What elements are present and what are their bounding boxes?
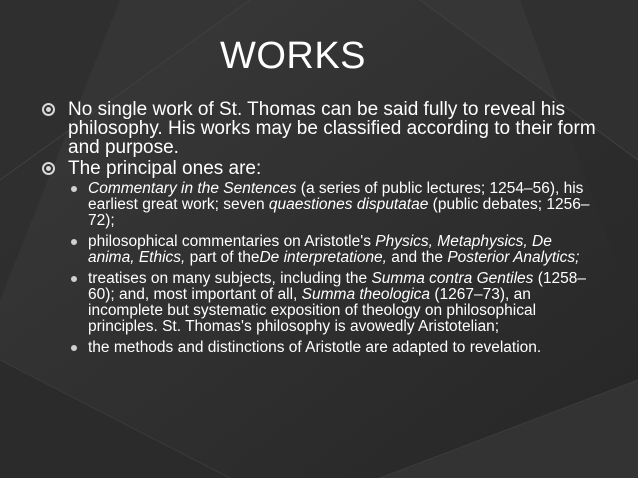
sub-bullet-list [68, 181, 598, 356]
work-title: Summa contra Gentiles [371, 270, 534, 287]
work-title: Posterior Analytics; [447, 249, 580, 266]
work-title: quaestiones disputatae [268, 196, 429, 213]
bullet-text: The principal ones are: [68, 158, 262, 179]
sub-text: (a series of public lectures; 1254–56), his earliest great work; seven [88, 180, 584, 213]
sub-bullet-item [68, 234, 598, 266]
sub-bullet-item [68, 271, 598, 335]
bullet-item [42, 100, 598, 157]
slide-content [42, 100, 598, 361]
work-title: Physics, Metaphysics, De anima, Ethics, [88, 233, 552, 266]
dot-bullet-icon [71, 186, 77, 192]
dot-bullet-icon [71, 239, 77, 245]
sub-text: (public debates; 1256–72); [88, 196, 590, 229]
dot-bullet-icon [71, 276, 77, 282]
work-title: De interpretatione, [259, 249, 387, 266]
work-title: Summa theologica [301, 286, 431, 303]
work-title: Commentary in the Sentences [88, 180, 297, 197]
sub-bullet-item [68, 340, 598, 356]
sub-text: (1267–73), an incomplete but systematic exposition of theology on philosophical principles. St. Thomas's philosophy is avowedly Aristotelian; [88, 286, 537, 335]
sub-text: and the [387, 249, 448, 266]
ring-bullet-icon [42, 162, 55, 175]
sub-text: philosophical commentaries on Aristotle's [88, 233, 376, 250]
sub-text: part of the [185, 249, 260, 266]
sub-text: (1258–60); and, most important of all, [88, 270, 587, 303]
bullet-item [42, 159, 598, 178]
bullet-text: No single work of St. Thomas can be said fully to reveal his philosophy. His works may be classified according to their form and purpose. [68, 99, 596, 158]
sub-text: treatises on many subjects, including the [88, 270, 372, 287]
sub-bullet-item [68, 181, 598, 229]
dot-bullet-icon [71, 345, 77, 351]
sub-text: the methods and distinctions of Aristotle are adapted to revelation. [88, 339, 542, 356]
slide-title: WORKS [219, 35, 367, 77]
ring-bullet-icon [42, 103, 55, 116]
